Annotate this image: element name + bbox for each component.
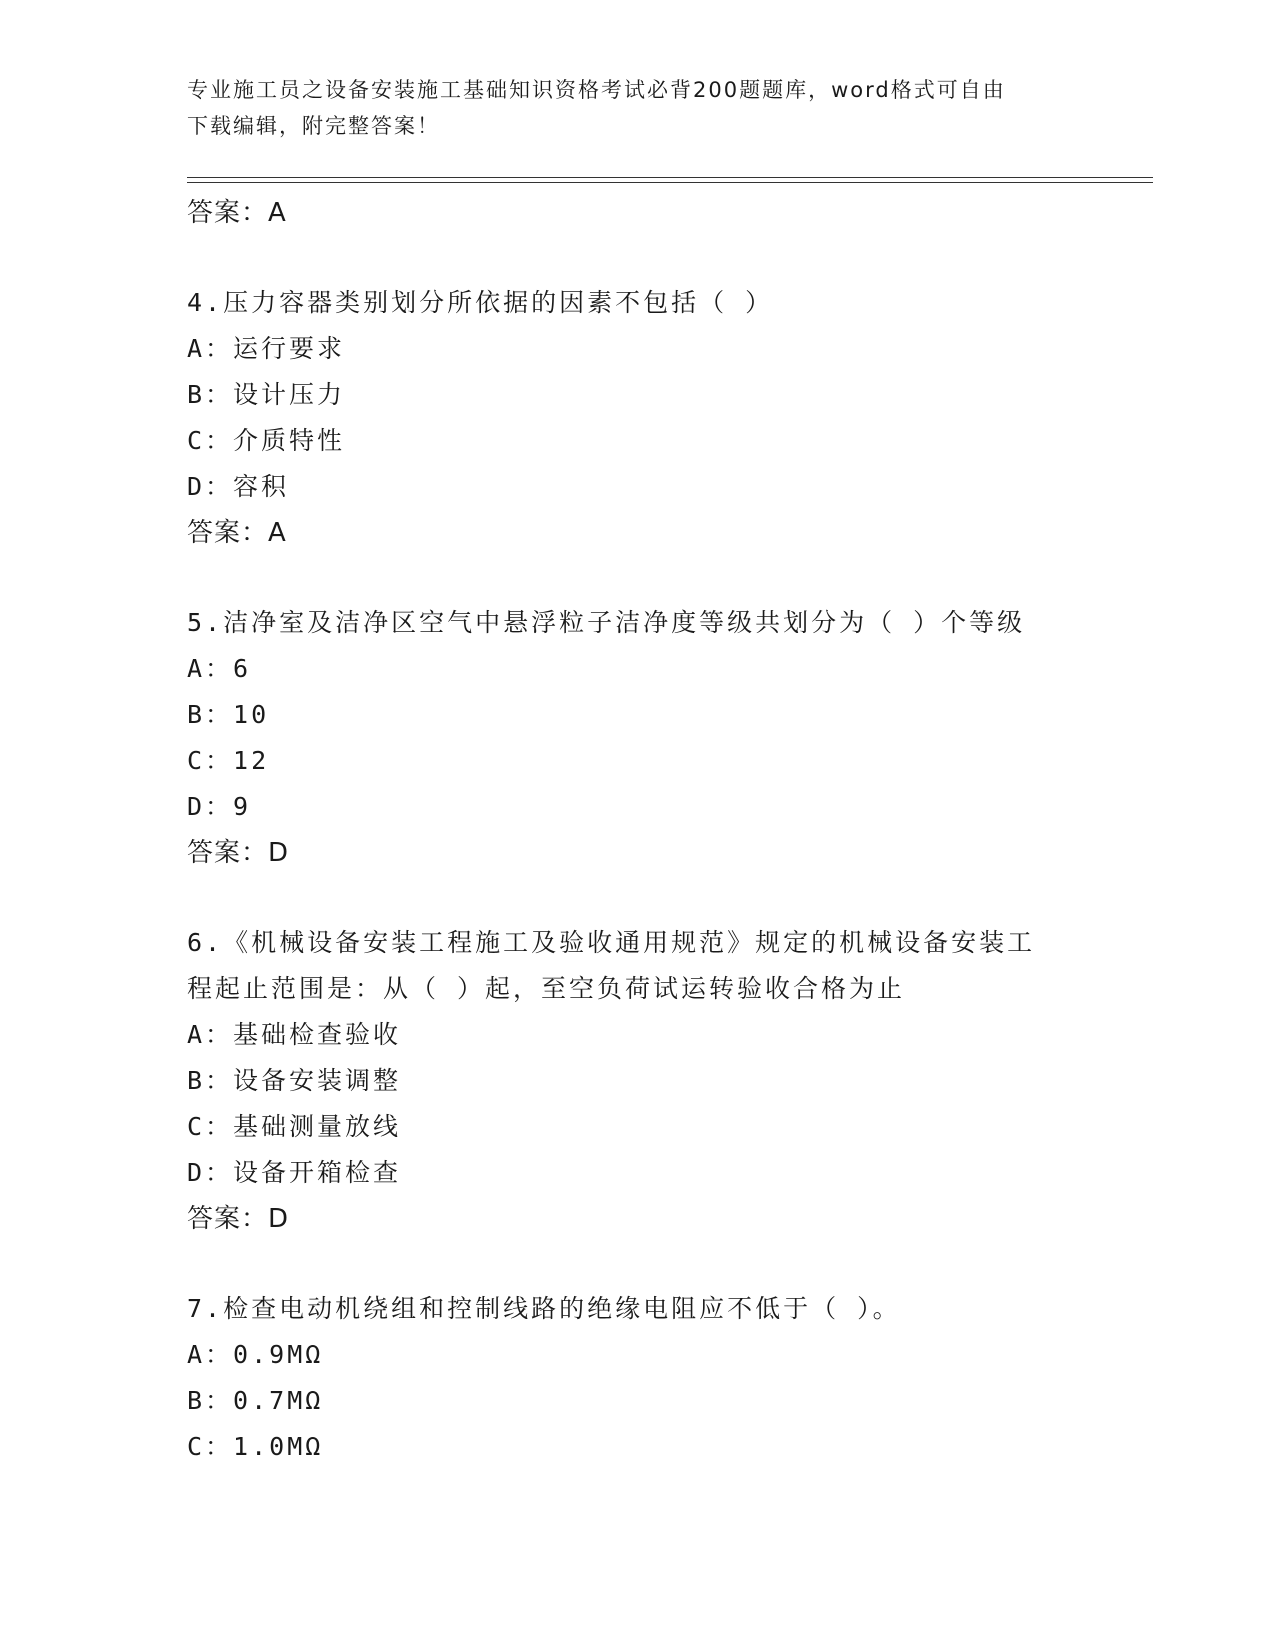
option-c: C：介质特性 <box>187 426 346 455</box>
question-block <box>187 280 1087 556</box>
option-c: C：基础测量放线 <box>187 1112 402 1141</box>
question-text: 5.洁净室及洁净区空气中悬浮粒子洁净度等级共划分为（ ）个等级 <box>187 608 1026 637</box>
option-b: B：设计压力 <box>187 380 346 409</box>
option-a: A：0.9MΩ <box>187 1340 324 1369</box>
option-b: B：0.7MΩ <box>187 1386 324 1415</box>
question-block <box>187 920 1087 1242</box>
option-b: B：设备安装调整 <box>187 1066 402 1095</box>
header-line-1: 专业施工员之设备安装施工基础知识资格考试必背200题题库，word格式可自由 <box>187 78 1006 102</box>
option-a: A：运行要求 <box>187 334 346 363</box>
spacer <box>187 876 1087 920</box>
header-divider-top <box>187 177 1153 178</box>
question-list <box>187 190 1087 1470</box>
question-text-line-2: 程起止范围是：从（ ）起，至空负荷试运转验收合格为止 <box>187 974 906 1003</box>
option-d: D：9 <box>187 792 252 821</box>
answer-line: 答案：D <box>187 838 290 868</box>
answer-line: 答案：A <box>187 518 287 548</box>
spacer <box>187 556 1087 600</box>
answer-line: 答案：A <box>187 198 287 228</box>
header-divider-bottom <box>187 182 1153 183</box>
document-header <box>187 72 1067 144</box>
spacer <box>187 236 1087 280</box>
question-text: 7.检查电动机绕组和控制线路的绝缘电阻应不低于（ ）。 <box>187 1294 901 1323</box>
option-d: D：容积 <box>187 472 290 501</box>
option-a: A：6 <box>187 654 252 683</box>
option-d: D：设备开箱检查 <box>187 1158 402 1187</box>
header-line-2: 下载编辑，附完整答案！ <box>187 114 440 138</box>
answer-line: 答案：D <box>187 1204 290 1234</box>
question-block <box>187 600 1087 876</box>
question-block <box>187 1286 1087 1470</box>
question-text-line-1: 6.《机械设备安装工程施工及验收通用规范》规定的机械设备安装工 <box>187 928 1036 957</box>
option-c: C：12 <box>187 746 270 775</box>
question-text: 4.压力容器类别划分所依据的因素不包括（ ） <box>187 288 774 317</box>
option-c: C：1.0MΩ <box>187 1432 324 1461</box>
option-a: A：基础检查验收 <box>187 1020 402 1049</box>
spacer <box>187 1242 1087 1286</box>
option-b: B：10 <box>187 700 270 729</box>
